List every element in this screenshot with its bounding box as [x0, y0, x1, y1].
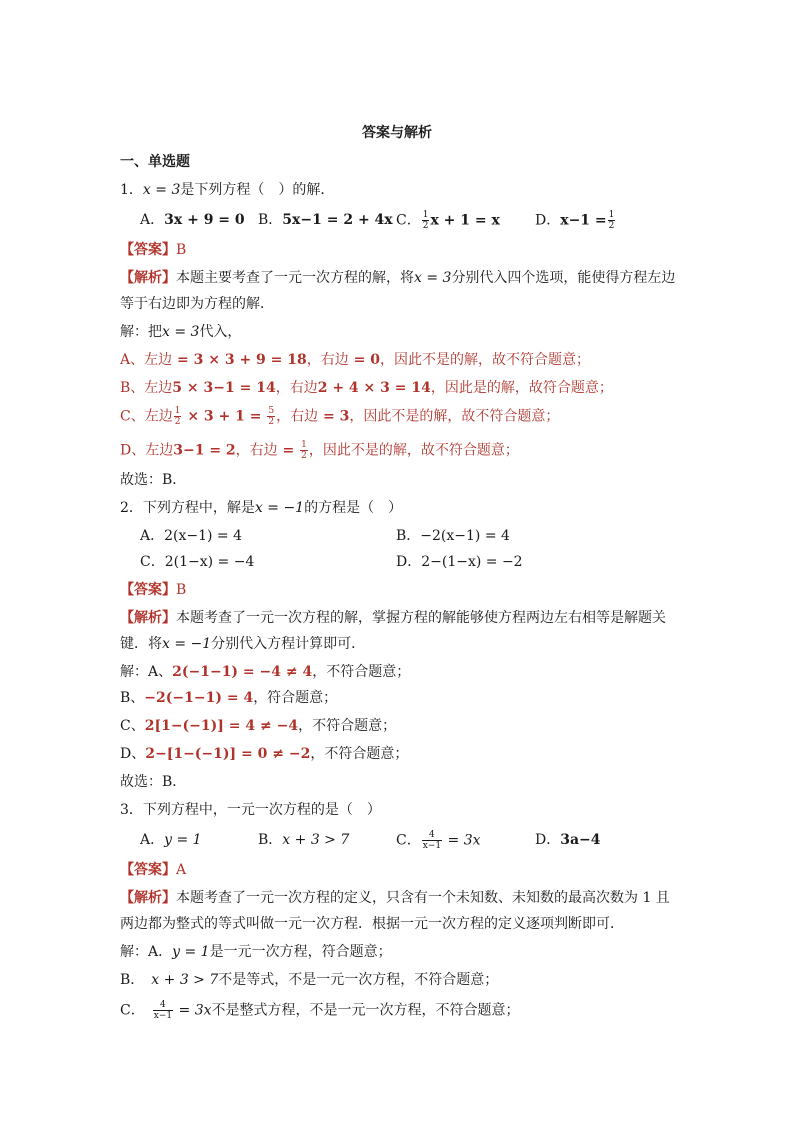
q1-answer: 【答案】B [120, 242, 187, 258]
q1-solution-b: B、左边5 × 3−1 = 14，右边2 + 4 × 3 = 14，因此是的解，故符合题意； [120, 380, 613, 396]
q2-analysis-line1: 【解析】本题考查了一元一次方程的解，掌握方程的解能够使方程两边左右相等是解题关 [120, 610, 666, 626]
q1-option-d: D．x−1 = $\frac{1}{2}$ [535, 210, 615, 231]
page-title: 答案与解析 [362, 125, 432, 141]
q3-solution-a: 解：A．y = 1是一元一次方程，符合题意； [120, 944, 392, 960]
q3-option-c: C． $\frac{4}{x-1}$ = 3x [396, 830, 481, 851]
q1-option-c: C． $\frac{1}{2}$ x + 1 = x [396, 210, 500, 231]
q3-analysis-line1: 【解析】本题考查了一元一次方程的定义，只含有一个未知数、未知数的最高次数为 1 且 [120, 890, 670, 906]
q3-option-a: A．y = 1 [140, 832, 202, 848]
q1-option-a: A．3x + 9 = 0 [140, 212, 245, 228]
q2-analysis-line2: 键．将x = −1分别代入方程计算即可． [120, 636, 366, 652]
q2-option-a: A．2(x−1) = 4 [140, 528, 243, 544]
q3-option-b: B．x + 3 > 7 [258, 832, 350, 848]
q2-choose: 故选：B． [120, 774, 187, 790]
q2-option-d: D．2−(1−x) = −2 [396, 554, 523, 570]
q1-solution-c: C、左边 $\frac{1}{2}$ × 3 + 1 = $\frac{5}{2}$ ，右边 = 3，因此不是的解，故不符合题意； [120, 406, 560, 427]
q2-stem: 2．下列方程中，解是x = −1的方程是（ ） [120, 500, 403, 516]
q2-solution-a: 解：A、2(−1−1) = −4 ≠ 4，不符合题意； [120, 664, 411, 680]
q2-option-c: C．2(1−x) = −4 [140, 554, 255, 570]
q1-analysis-line2: 等于右边即为方程的解． [120, 296, 274, 312]
q1-analysis-line1: 【解析】本题主要考查了一元一次方程的解，将x = 3分别代入四个选项，能使得方程左边 [120, 270, 676, 286]
q2-option-b: B．−2(x−1) = 4 [396, 528, 510, 544]
q3-solution-b: B． x + 3 > 7不是等式，不是一元一次方程，不符合题意； [120, 972, 499, 988]
q3-stem: 3．下列方程中，一元一次方程的是（ ） [120, 802, 381, 818]
q1-solution-d: D、左边3−1 = 2，右边 = $\frac{1}{2}$ ，因此不是的解，故不符合题意； [120, 440, 519, 461]
q1-stem: 1．x = 3是下列方程（ ）的解． [120, 182, 335, 198]
q1-option-b: B．5x−1 = 2 + 4x [258, 212, 393, 228]
section-heading: 一、单选题 [120, 154, 190, 170]
q3-solution-c: C． $\frac{4}{x-1}$ = 3x不是整式方程，不是一元一次方程，不符合题意； [120, 1000, 520, 1021]
q3-analysis-line2: 两边都为整式的等式叫做一元一次方程．根据一元一次方程的定义逐项判断即可． [120, 916, 624, 932]
q3-answer: 【答案】A [120, 862, 187, 878]
q2-solution-b: B、−2(−1−1) = 4，符合题意； [120, 690, 338, 706]
q1-solution-intro: 解：把x = 3代入， [120, 324, 242, 340]
q3-option-d: D．3a−4 [535, 832, 601, 848]
q1-choose: 故选：B． [120, 472, 187, 488]
q1-solution-a: A、左边 = 3 × 3 + 9 = 18，右边 = 0，因此不是的解，故不符合题意； [120, 352, 590, 368]
q2-answer: 【答案】B [120, 582, 187, 598]
q2-solution-d: D、2−[1−(−1)] = 0 ≠ −2，不符合题意； [120, 746, 409, 762]
q2-solution-c: C、2[1−(−1)] = 4 ≠ −4，不符合题意； [120, 718, 397, 734]
